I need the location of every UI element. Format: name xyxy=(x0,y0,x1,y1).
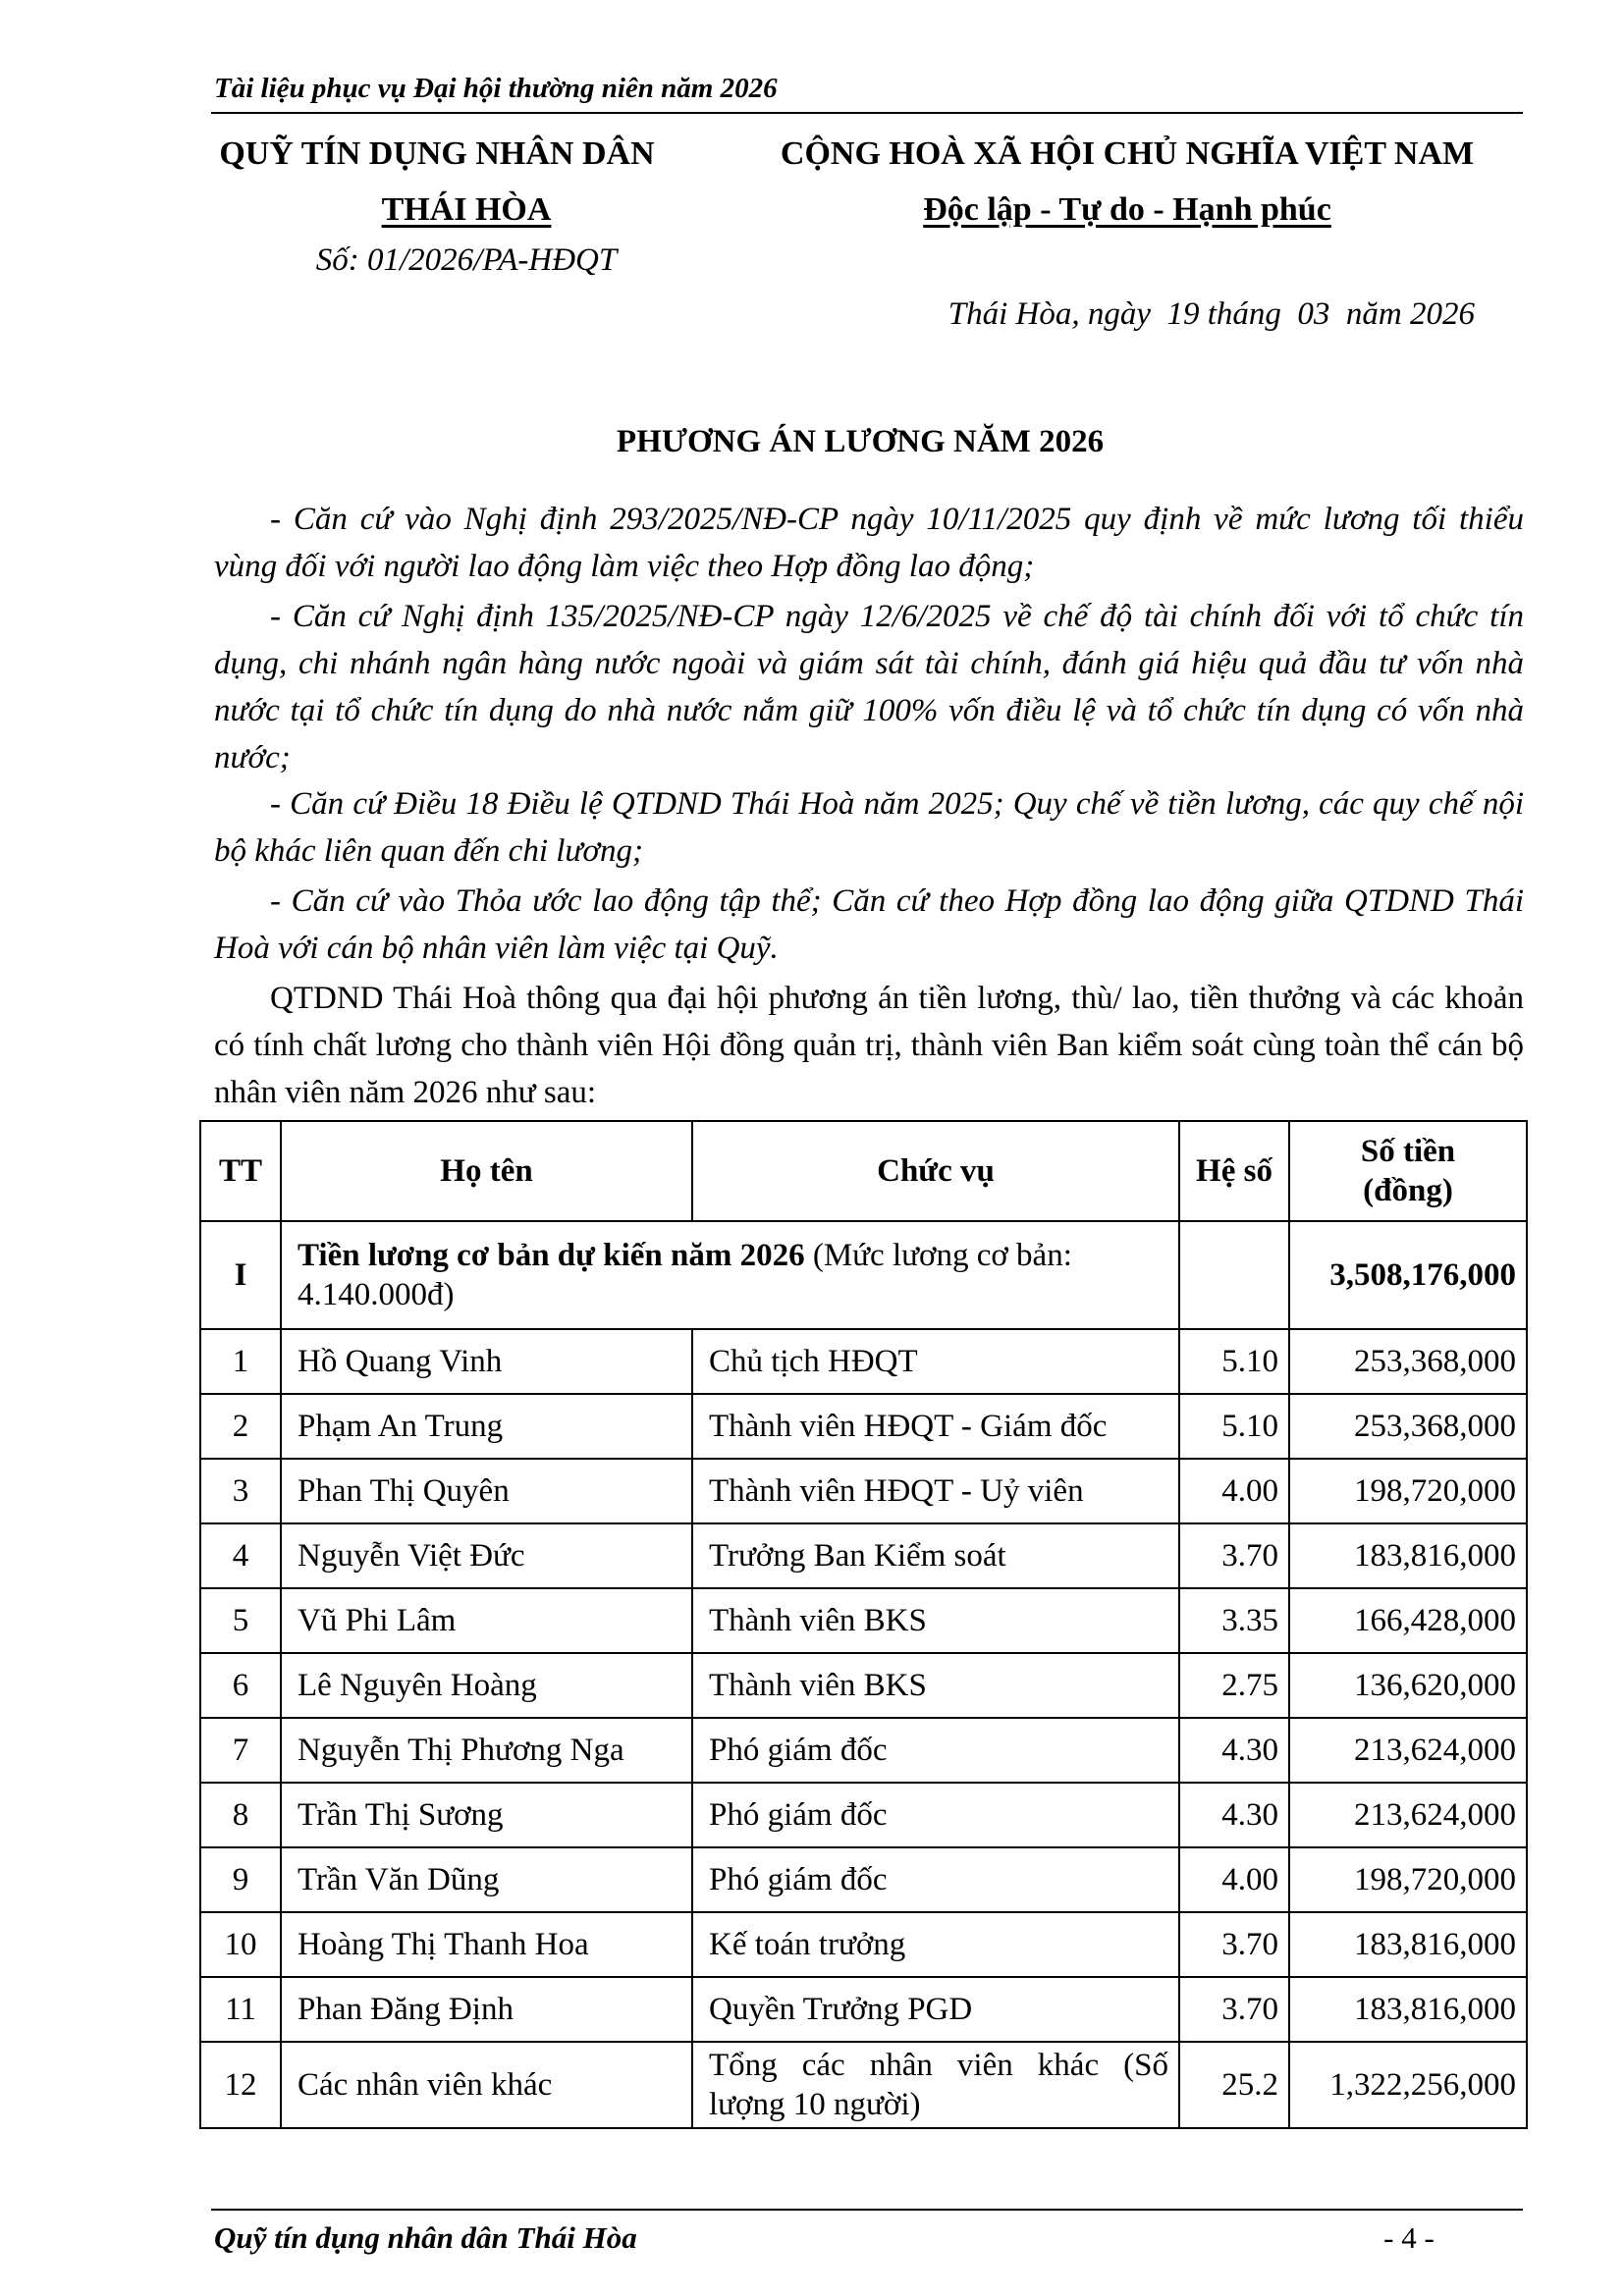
section-coef xyxy=(1179,1221,1289,1329)
legal-basis-2: - Căn cứ Nghị định 135/2025/NĐ-CP ngày 12/6/2025 về chế độ tài chính đối với tổ chức tín dụng, chi nhánh ngân hàng nước ngoài và giám sát tài chính, đánh giá hiệu quả đầu tư vốn nhà nước tại tổ chức tín dụng do nhà nước nắm giữ 100% vốn điều lệ và tổ chức tín dụng có vốn nhà nước; xyxy=(214,599,1524,775)
row-position: Trưởng Ban Kiểm soát xyxy=(692,1523,1179,1588)
row-name: Phan Đăng Định xyxy=(281,1977,692,2042)
row-position: Tổng các nhân viên khác (Số lượng 10 người) xyxy=(692,2042,1179,2128)
row-amount: 198,720,000 xyxy=(1289,1459,1527,1523)
row-amount: 253,368,000 xyxy=(1289,1329,1527,1394)
row-amount: 136,620,000 xyxy=(1289,1653,1527,1718)
row-tt: 6 xyxy=(200,1653,281,1718)
row-tt: 4 xyxy=(200,1523,281,1588)
row-tt: 8 xyxy=(200,1783,281,1847)
section-title-rest: (Mức lương cơ bản: 4.140.000đ) xyxy=(298,1238,1072,1312)
row-amount: 253,368,000 xyxy=(1289,1394,1527,1459)
row-name: Hồ Quang Vinh xyxy=(281,1329,692,1394)
row-position: Thành viên HĐQT - Giám đốc xyxy=(692,1394,1179,1459)
row-amount: 183,816,000 xyxy=(1289,1523,1527,1588)
row-tt: 5 xyxy=(200,1588,281,1653)
table-row xyxy=(200,1459,1527,1523)
row-name: Nguyễn Thị Phương Nga xyxy=(281,1718,692,1783)
salary-table xyxy=(199,1120,1528,2129)
table-row xyxy=(200,1783,1527,1847)
row-amount: 183,816,000 xyxy=(1289,1977,1527,2042)
table-row xyxy=(200,1912,1527,1977)
row-position: Phó giám đốc xyxy=(692,1718,1179,1783)
header-name: Họ tên xyxy=(281,1121,692,1221)
row-position: Kế toán trưởng xyxy=(692,1912,1179,1977)
table-row xyxy=(200,1329,1527,1394)
place-date: Thái Hòa, ngày 19 tháng 03 năm 2026 xyxy=(947,296,1475,332)
section-title xyxy=(281,1221,1179,1329)
row-amount: 213,624,000 xyxy=(1289,1783,1527,1847)
page-number: - 4 - xyxy=(1383,2220,1435,2255)
table-header-row xyxy=(200,1121,1527,1221)
row-coef: 3.70 xyxy=(1179,1523,1289,1588)
row-coef: 3.35 xyxy=(1179,1588,1289,1653)
row-position: Thành viên HĐQT - Uỷ viên xyxy=(692,1459,1179,1523)
row-coef: 3.70 xyxy=(1179,1977,1289,2042)
row-coef: 25.2 xyxy=(1179,2042,1289,2128)
row-tt: 10 xyxy=(200,1912,281,1977)
table-row xyxy=(200,1977,1527,2042)
running-header: Tài liệu phục vụ Đại hội thường niên năm 2026 xyxy=(214,73,778,104)
row-name: Phan Thị Quyên xyxy=(281,1459,692,1523)
footer-divider xyxy=(211,2209,1523,2211)
section-row xyxy=(200,1221,1527,1329)
row-coef: 4.30 xyxy=(1179,1783,1289,1847)
legal-basis-3: - Căn cứ Điều 18 Điều lệ QTDND Thái Hoà năm 2025; Quy chế về tiền lương, các quy chế nội bộ khác liên quan đến chi lương; xyxy=(214,786,1524,869)
table-row xyxy=(200,1847,1527,1912)
row-tt: 9 xyxy=(200,1847,281,1912)
row-name: Lê Nguyên Hoàng xyxy=(281,1653,692,1718)
header-amount: Số tiền (đồng) xyxy=(1289,1121,1527,1221)
row-name: Phạm An Trung xyxy=(281,1394,692,1459)
table-row xyxy=(200,1394,1527,1459)
row-coef: 4.30 xyxy=(1179,1718,1289,1783)
header-tt: TT xyxy=(200,1121,281,1221)
row-tt: 2 xyxy=(200,1394,281,1459)
row-amount: 166,428,000 xyxy=(1289,1588,1527,1653)
table-row xyxy=(200,1718,1527,1783)
row-coef: 4.00 xyxy=(1179,1459,1289,1523)
org-name-line1: QUỸ TÍN DỤNG NHÂN DÂN xyxy=(219,135,655,172)
table-row xyxy=(200,1523,1527,1588)
row-coef: 3.70 xyxy=(1179,1912,1289,1977)
table-row xyxy=(200,1588,1527,1653)
row-position: Phó giám đốc xyxy=(692,1783,1179,1847)
row-amount: 1,322,256,000 xyxy=(1289,2042,1527,2128)
row-name: Các nhân viên khác xyxy=(281,2042,692,2128)
row-amount: 213,624,000 xyxy=(1289,1718,1527,1783)
intro-paragraph: QTDND Thái Hoà thông qua đại hội phương án tiền lương, thù/ lao, tiền thưởng và các khoản có tính chất lương cho thành viên Hội đồng quản trị, thành viên Ban kiểm soát cùng toàn thể cán bộ nhân viên năm 2026 như sau: xyxy=(214,981,1524,1110)
row-tt: 1 xyxy=(200,1329,281,1394)
row-tt: 11 xyxy=(200,1977,281,2042)
national-motto: Độc lập - Tự do - Hạnh phúc xyxy=(923,191,1331,228)
row-position: Thành viên BKS xyxy=(692,1653,1179,1718)
row-name: Hoàng Thị Thanh Hoa xyxy=(281,1912,692,1977)
row-name: Vũ Phi Lâm xyxy=(281,1588,692,1653)
section-amount: 3,508,176,000 xyxy=(1289,1221,1527,1329)
legal-basis-4: - Căn cứ vào Thỏa ước lao động tập thể; Căn cứ theo Hợp đồng lao động giữa QTDND Thái Hoà với cán bộ nhân viên làm việc tại Quỹ. xyxy=(214,883,1524,966)
document-title: PHƯƠNG ÁN LƯƠNG NĂM 2026 xyxy=(616,424,1105,459)
org-name-line2: THÁI HÒA xyxy=(381,191,552,228)
table-body xyxy=(200,1329,1527,2128)
row-tt: 7 xyxy=(200,1718,281,1783)
row-name: Trần Thị Sương xyxy=(281,1783,692,1847)
row-tt: 3 xyxy=(200,1459,281,1523)
row-coef: 4.00 xyxy=(1179,1847,1289,1912)
row-position: Phó giám đốc xyxy=(692,1847,1179,1912)
row-coef: 5.10 xyxy=(1179,1394,1289,1459)
header-coef: Hệ số xyxy=(1179,1121,1289,1221)
row-position: Thành viên BKS xyxy=(692,1588,1179,1653)
section-tt: I xyxy=(200,1221,281,1329)
row-amount: 183,816,000 xyxy=(1289,1912,1527,1977)
row-position: Chủ tịch HĐQT xyxy=(692,1329,1179,1394)
row-amount: 198,720,000 xyxy=(1289,1847,1527,1912)
header-position: Chức vụ xyxy=(692,1121,1179,1221)
row-name: Trần Văn Dũng xyxy=(281,1847,692,1912)
row-coef: 5.10 xyxy=(1179,1329,1289,1394)
legal-basis-1: - Căn cứ vào Nghị định 293/2025/NĐ-CP ngày 10/11/2025 quy định về mức lương tối thiểu vùng đối với người lao động làm việc theo Hợp đồng lao động; xyxy=(214,502,1524,584)
row-name: Nguyễn Việt Đức xyxy=(281,1523,692,1588)
section-title-bold: Tiền lương cơ bản dự kiến năm 2026 xyxy=(298,1238,805,1273)
table-row xyxy=(200,2042,1527,2128)
row-position: Quyền Trưởng PGD xyxy=(692,1977,1179,2042)
national-title: CỘNG HOÀ XÃ HỘI CHỦ NGHĨA VIỆT NAM xyxy=(780,135,1475,172)
document-number: Số: 01/2026/PA-HĐQT xyxy=(315,242,618,278)
footer-org: Quỹ tín dụng nhân dân Thái Hòa xyxy=(214,2220,637,2255)
row-coef: 2.75 xyxy=(1179,1653,1289,1718)
table-row xyxy=(200,1653,1527,1718)
row-tt: 12 xyxy=(200,2042,281,2128)
header-divider xyxy=(211,112,1523,114)
